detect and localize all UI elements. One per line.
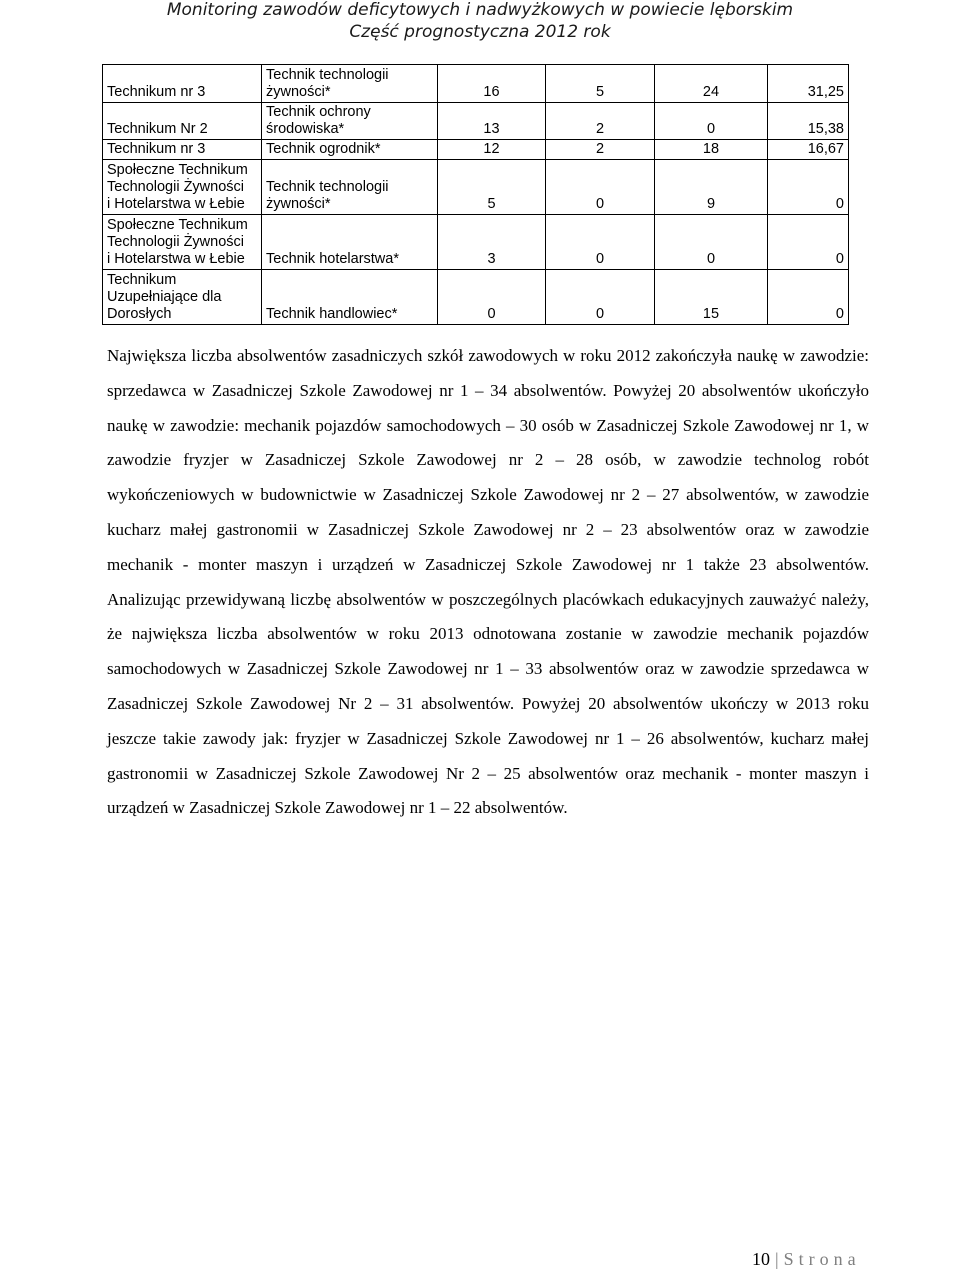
- page-number: 10: [752, 1249, 770, 1269]
- table-row: [103, 103, 849, 140]
- value-cell: 16,67: [768, 140, 849, 160]
- profession-cell: Technik technologii żywności*: [262, 65, 438, 103]
- table-row: [103, 160, 849, 215]
- value-cell: 31,25: [768, 65, 849, 103]
- header-title: Monitoring zawodów deficytowych i nadwyżkowych w powiecie lęborskim: [166, 0, 794, 20]
- value-cell: 2: [546, 140, 655, 160]
- school-cell: Technikum Uzupełniające dla Dorosłych: [103, 270, 262, 325]
- value-cell: 15,38: [768, 103, 849, 140]
- value-cell: 0: [655, 103, 768, 140]
- profession-cell: Technik ogrodnik*: [262, 140, 438, 160]
- school-cell: Społeczne Technikum Technologii Żywności i Hotelarstwa w Łebie: [103, 160, 262, 215]
- table-row: [103, 270, 849, 325]
- value-cell: 0: [546, 160, 655, 215]
- value-cell: 3: [438, 215, 546, 270]
- graduates-table: [102, 64, 849, 325]
- value-cell: 0: [546, 270, 655, 325]
- header-subtitle: Część prognostyczna 2012 rok: [349, 22, 611, 42]
- table-row: [103, 215, 849, 270]
- value-cell: 0: [768, 160, 849, 215]
- body-paragraph: Największa liczba absolwentów zasadniczych szkół zawodowych w roku 2012 zakończyła naukę w zawodzie: sprzedawca w Zasadniczej Szkole Zawodowej nr 1 – 34 absolwentów. Powyżej 20 absolwentów ukończyło naukę w zawodzie: mechanik pojazdów samochodowych – 30 osób w Zasadniczej Szkole Zawodowej nr 1, w zawodzie fryzjer w Zasadniczej Szkole Zawodowej nr 2 – 28 osób, w zawodzie technolog robót wykończeniowych w budownictwie w Zasadniczej Szkole Zawodowej nr 2 – 27 absolwentów, w zawodzie kucharz małej gastronomii w Zasadniczej Szkole Zawodowej nr 2 – 23 absolwentów oraz w zawodzie mechanik - monter maszyn i urządzeń w Zasadniczej Szkole Zawodowej nr 1 także 23 absolwentów. Analizując przewidywaną liczbę absolwentów w poszczególnych placówkach edukacyjnych zauważyć należy, że największa liczba absolwentów w roku 2013 odnotowana zostanie w zawodzie mechanik pojazdów samochodowych w Zasadniczej Szkole Zawodowej nr 1 – 33 absolwentów oraz w zawodzie sprzedawca w Zasadniczej Szkole Zawodowej Nr 2 – 31 absolwentów. Powyżej 20 absolwentów ukończy w 2013 roku jeszcze takie zawody jak: fryzjer w Zasadniczej Szkole Zawodowej nr 1 – 26 absolwentów, kucharz małej gastronomii w Zasadniczej Szkole Zawodowej Nr 2 – 25 absolwentów oraz mechanik - monter maszyn i urządzeń w Zasadniczej Szkole Zawodowej nr 1 – 22 absolwentów.: [107, 346, 869, 818]
- value-cell: 9: [655, 160, 768, 215]
- table-row: [103, 140, 849, 160]
- value-cell: 13: [438, 103, 546, 140]
- value-cell: 5: [438, 160, 546, 215]
- profession-cell: Technik technologii żywności*: [262, 160, 438, 215]
- value-cell: 15: [655, 270, 768, 325]
- page-footer: [752, 1248, 882, 1272]
- value-cell: 0: [768, 215, 849, 270]
- school-cell: Technikum nr 3: [103, 65, 262, 103]
- profession-cell: Technik hotelarstwa*: [262, 215, 438, 270]
- value-cell: 12: [438, 140, 546, 160]
- graduates-table-wrapper: [102, 64, 848, 325]
- value-cell: 0: [768, 270, 849, 325]
- footer-separator: |: [775, 1249, 779, 1269]
- school-cell: Technikum nr 3: [103, 140, 262, 160]
- value-cell: 5: [546, 65, 655, 103]
- page-label: Strona: [783, 1249, 861, 1269]
- value-cell: 18: [655, 140, 768, 160]
- value-cell: 2: [546, 103, 655, 140]
- value-cell: 24: [655, 65, 768, 103]
- body-text: [107, 339, 869, 826]
- value-cell: 16: [438, 65, 546, 103]
- school-cell: Społeczne Technikum Technologii Żywności i Hotelarstwa w Łebie: [103, 215, 262, 270]
- school-cell: Technikum Nr 2: [103, 103, 262, 140]
- value-cell: 0: [655, 215, 768, 270]
- profession-cell: Technik ochrony środowiska*: [262, 103, 438, 140]
- profession-cell: Technik handlowiec*: [262, 270, 438, 325]
- value-cell: 0: [438, 270, 546, 325]
- value-cell: 0: [546, 215, 655, 270]
- table-row: [103, 65, 849, 103]
